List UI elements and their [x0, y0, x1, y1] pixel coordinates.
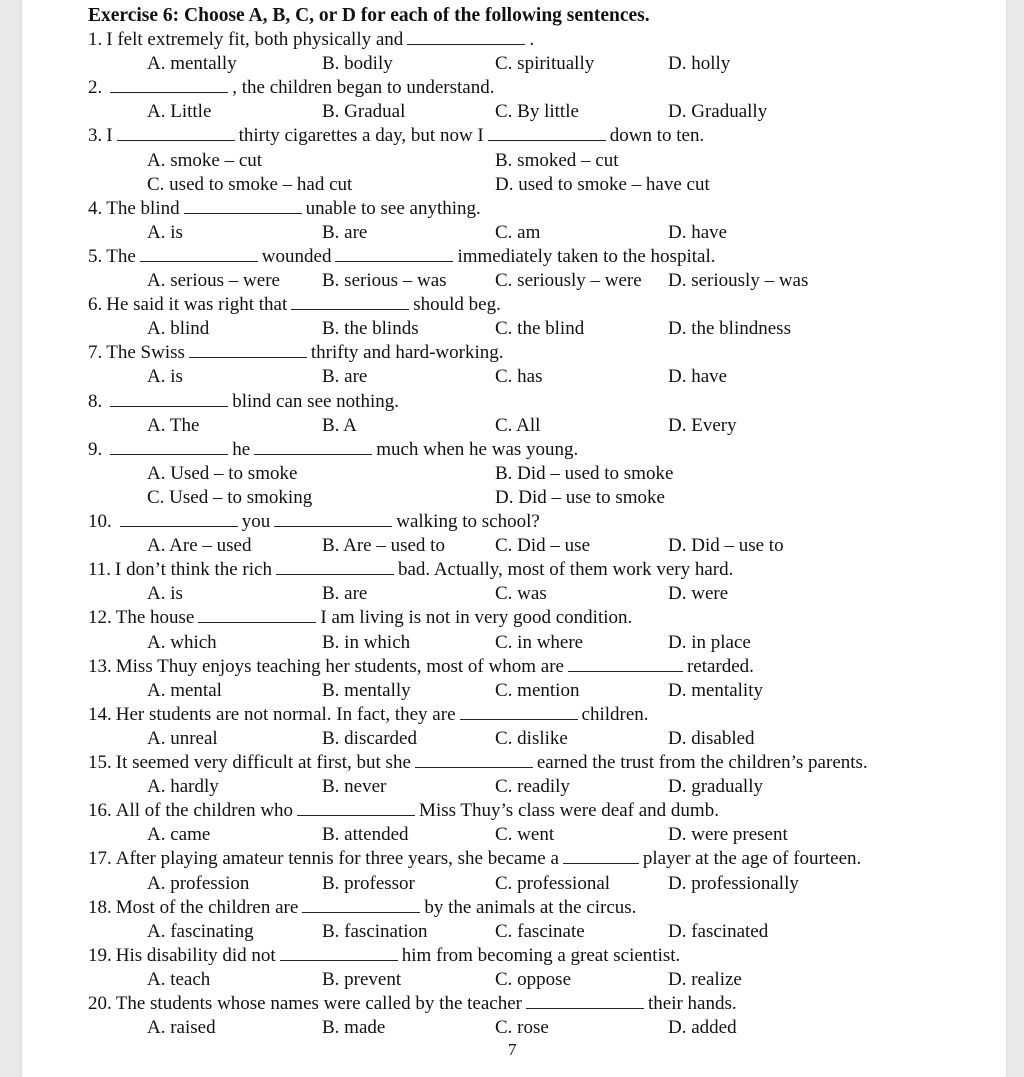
option-c: C. mention [495, 679, 580, 701]
option-d: D. have [668, 221, 728, 243]
option-b: B. are [322, 366, 368, 388]
options-row [88, 462, 986, 486]
question-number: 20. [88, 993, 112, 1014]
question-stem [88, 293, 986, 317]
answer-blank [488, 139, 606, 141]
answer-blank [189, 356, 307, 358]
stem-text: earned the trust from the children’s parents. [536, 752, 868, 773]
stem-text: bad. Actually, most of them work very hard. [397, 559, 734, 581]
option-a: A. mentally [147, 53, 237, 75]
option-c: C. dislike [495, 727, 568, 749]
option-d: D. in place [668, 631, 751, 653]
options-row [88, 1016, 986, 1040]
stem-text: should beg. [413, 294, 501, 316]
answer-blank [335, 260, 453, 262]
stem-text: The [106, 245, 136, 267]
question-number: 2. [88, 77, 103, 99]
option-b: B. professor [322, 872, 415, 894]
option-a: A. blind [147, 318, 210, 340]
question-number: 12. [88, 607, 112, 629]
option-a: A. is [147, 366, 183, 388]
stem-text: player at the age of fourteen. [642, 848, 862, 870]
question-stem [88, 606, 986, 630]
option-b: B. the blinds [322, 318, 419, 340]
options-row [88, 679, 986, 703]
option-a: A. unreal [147, 727, 218, 749]
option-c: C. spiritually [495, 53, 595, 75]
answer-blank [568, 670, 683, 672]
options-row [88, 631, 986, 655]
question-stem [88, 703, 986, 727]
stem-text: thirty cigarettes a day, but now I [238, 125, 484, 147]
option-a: A. serious – were [147, 270, 280, 291]
option-b: B. in which [322, 631, 411, 653]
option-b: B. A [322, 414, 357, 436]
option-b: B. fascination [322, 920, 428, 942]
option-b: B. made [322, 1017, 386, 1039]
question-number: 9. [88, 438, 103, 460]
option-d: D. used to smoke – have cut [495, 173, 710, 195]
answer-blank [254, 453, 372, 455]
stem-text: he [232, 438, 251, 460]
options-row [88, 582, 986, 606]
answer-blank [140, 260, 258, 262]
question-stem [88, 510, 986, 534]
option-d: D. seriously – was [668, 270, 809, 291]
option-b: B. discarded [322, 727, 417, 749]
option-d: D. were [668, 583, 729, 605]
stem-text: thrifty and hard-working. [310, 342, 504, 364]
option-b: B. Did – used to smoke [495, 462, 674, 484]
stem-text: The Swiss [106, 342, 185, 364]
options-row [88, 968, 986, 992]
question-stem [88, 655, 986, 679]
option-a: A. Used – to smoke [147, 462, 298, 484]
option-c: C. the blind [495, 318, 585, 340]
options-row [88, 534, 986, 558]
options-row [88, 317, 986, 341]
question-stem [88, 438, 986, 462]
option-d: D. added [668, 1017, 737, 1039]
page-number: 7 [508, 1040, 517, 1059]
stem-text: The house [115, 607, 195, 629]
question-number: 3. [88, 125, 103, 147]
option-c: C. in where [495, 631, 584, 653]
option-d: D. realize [668, 968, 742, 990]
option-a: A. which [147, 631, 217, 653]
question-stem [88, 847, 986, 871]
option-a: A. fascinating [147, 920, 254, 942]
stem-text: their hands. [647, 993, 737, 1014]
question-stem [88, 944, 986, 968]
question-stem [88, 245, 986, 269]
stem-text: All of the children who [115, 800, 294, 822]
stem-text: Miss Thuy enjoys teaching her students, most of whom are [115, 655, 564, 677]
option-b: B. Are – used to [322, 535, 445, 557]
option-c: C. went [495, 824, 555, 846]
stem-text: Most of the children are [115, 896, 299, 918]
stem-text: unable to see anything. [305, 197, 481, 219]
question-number: 7. [88, 342, 103, 364]
options-row [88, 149, 986, 173]
worksheet-page [22, 0, 1006, 1077]
stem-text: Her students are not normal. In fact, they are [115, 703, 456, 725]
option-b: B. never [322, 776, 387, 798]
answer-blank [184, 212, 302, 214]
question-stem [88, 341, 986, 365]
question-stem [88, 76, 986, 100]
option-b: B. prevent [322, 968, 402, 990]
option-a: A. came [147, 824, 211, 846]
question-stem [88, 992, 986, 1016]
answer-blank [280, 959, 398, 961]
answer-blank [415, 766, 533, 768]
option-c: C. professional [495, 872, 611, 894]
option-c: C. oppose [495, 968, 571, 990]
question-number: 17. [88, 848, 112, 870]
option-a: A. Little [147, 101, 212, 123]
option-d: D. Every [668, 414, 737, 436]
stem-text: much when he was young. [376, 438, 579, 460]
question-stem [88, 558, 986, 582]
stem-text: I am living is not in very good condition. [320, 607, 633, 629]
stem-text: The blind [106, 197, 180, 219]
option-b: B. are [322, 221, 368, 243]
answer-blank [526, 1007, 644, 1009]
answer-blank [110, 91, 228, 93]
stem-text: I don’t think the rich [115, 559, 272, 581]
option-b: B. smoked – cut [495, 149, 619, 171]
stem-text: blind can see nothing. [232, 390, 399, 412]
answer-blank [110, 453, 228, 455]
option-c: C. Did – use [495, 535, 590, 557]
stem-text: He said it was right that [106, 294, 288, 316]
stem-text: It seemed very difficult at first, but she [115, 752, 411, 773]
stem-text: you [241, 511, 271, 532]
answer-blank [302, 911, 420, 913]
stem-text: The students whose names were called by the teacher [115, 993, 522, 1014]
question-stem [88, 390, 986, 414]
question-stem [88, 751, 986, 775]
option-b: B. bodily [322, 53, 393, 75]
option-a: A. is [147, 221, 183, 243]
answer-blank [198, 621, 316, 623]
options-row [88, 486, 986, 510]
answer-blank [110, 405, 228, 407]
option-a: A. teach [147, 968, 211, 990]
stem-text: I felt extremely fit, both physically and [106, 29, 404, 50]
question-stem [88, 28, 986, 52]
options-row [88, 269, 986, 293]
option-d: D. the blindness [668, 318, 791, 340]
option-b: B. Gradual [322, 101, 406, 123]
stem-text: Miss Thuy’s class were deaf and dumb. [419, 800, 719, 822]
option-b: B. are [322, 583, 368, 605]
option-c: C. has [495, 366, 543, 388]
options-row [88, 100, 986, 124]
option-c: C. By little [495, 101, 579, 123]
question-number: 18. [88, 896, 112, 918]
question-number: 8. [88, 390, 103, 412]
option-d: D. holly [668, 53, 731, 75]
stem-text: His disability did not [115, 944, 276, 966]
question-number: 11. [88, 559, 112, 581]
options-row [88, 52, 986, 76]
question-number: 6. [88, 294, 103, 316]
option-a: A. raised [147, 1017, 216, 1039]
question-number: 13. [88, 655, 112, 677]
option-d: D. Gradually [668, 101, 768, 123]
question-number: 4. [88, 197, 103, 219]
option-c: C. readily [495, 776, 570, 798]
option-d: D. fascinated [668, 920, 769, 942]
answer-blank [460, 718, 578, 720]
option-c: C. seriously – were [495, 270, 642, 291]
stem-text: wounded [261, 245, 332, 267]
options-row [88, 920, 986, 944]
option-b: B. attended [322, 824, 409, 846]
option-a: A. Are – used [147, 535, 252, 557]
option-d: D. professionally [668, 872, 799, 894]
answer-blank [276, 573, 394, 575]
question-number: 5. [88, 245, 103, 267]
option-d: D. Did – use to smoke [495, 486, 665, 508]
option-d: D. gradually [668, 776, 763, 798]
question-number: 19. [88, 944, 112, 966]
question-number: 16. [88, 800, 112, 822]
options-row [88, 872, 986, 896]
option-c: C. used to smoke – had cut [147, 173, 353, 195]
option-a: A. The [147, 414, 200, 436]
stem-text: by the animals at the circus. [424, 896, 637, 918]
option-d: D. disabled [668, 727, 755, 749]
option-d: D. Did – use to [668, 535, 784, 557]
question-stem [88, 799, 986, 823]
stem-text: down to ten. [609, 125, 705, 147]
option-c: C. am [495, 221, 541, 243]
question-number: 10. [88, 511, 112, 532]
option-a: A. hardly [147, 776, 219, 798]
option-c: C. was [495, 583, 547, 605]
option-d: D. have [668, 366, 728, 388]
stem-text: retarded. [686, 655, 754, 677]
option-c: C. fascinate [495, 920, 585, 942]
stem-text: him from becoming a great scientist. [401, 944, 681, 966]
option-a: A. is [147, 583, 183, 605]
answer-blank [274, 525, 392, 527]
options-row [88, 414, 986, 438]
stem-text: After playing amateur tennis for three years, she became a [115, 848, 559, 870]
option-c: C. rose [495, 1017, 549, 1039]
question-stem [88, 124, 986, 148]
option-a: A. smoke – cut [147, 149, 263, 171]
option-a: A. profession [147, 872, 250, 894]
question-stem [88, 197, 986, 221]
question-number: 15. [88, 752, 112, 773]
stem-text: walking to school? [396, 511, 540, 532]
option-c: C. Used – to smoking [147, 486, 313, 508]
options-row [88, 823, 986, 847]
answer-blank [297, 814, 415, 816]
option-b: B. mentally [322, 679, 411, 701]
option-c: C. All [495, 414, 541, 436]
option-a: A. mental [147, 679, 222, 701]
options-row [88, 727, 986, 751]
question-number: 14. [88, 703, 112, 725]
options-row [88, 775, 986, 799]
answer-blank [563, 862, 639, 864]
options-row [88, 173, 986, 197]
answer-blank [407, 43, 525, 45]
question-number: 1. [88, 29, 103, 50]
options-row [88, 221, 986, 245]
stem-text: immediately taken to the hospital. [457, 245, 716, 267]
answer-blank [291, 308, 409, 310]
question-stem [88, 896, 986, 920]
option-d: D. mentality [668, 679, 763, 701]
exercise-title: Exercise 6: Choose A, B, C, or D for each of the following sentences. [88, 5, 650, 26]
stem-text: I [106, 125, 113, 147]
answer-blank [120, 525, 238, 527]
stem-text: . [529, 29, 535, 50]
options-row [88, 365, 986, 389]
option-d: D. were present [668, 824, 788, 846]
stem-text: children. [581, 703, 649, 725]
answer-blank [117, 139, 235, 141]
stem-text: , the children began to understand. [232, 77, 495, 99]
option-b: B. serious – was [322, 270, 447, 291]
